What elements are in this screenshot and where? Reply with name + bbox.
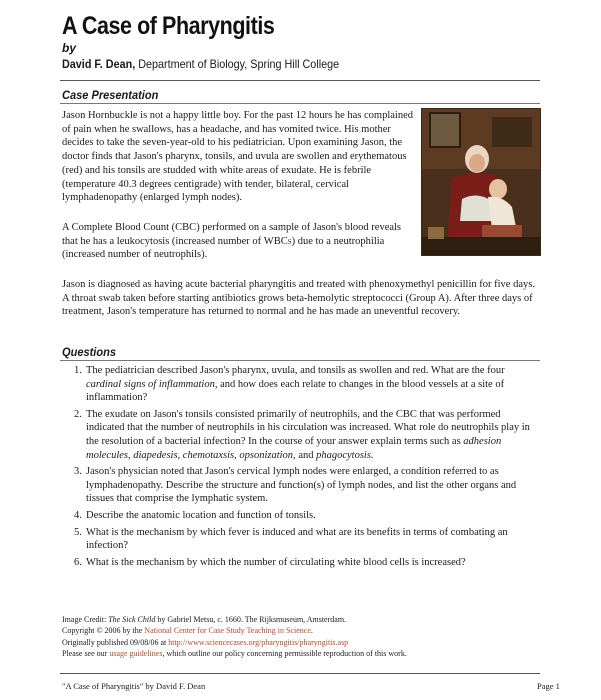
header-rule xyxy=(60,80,540,81)
credit-artwork-info: by Gabriel Metsu, c. 1660. The Rijksmuseum, Amsterdam. xyxy=(155,615,347,624)
painting-child-blanket xyxy=(482,225,522,239)
p2-text-b: ) performed on a sample of Jason's blood reveals that he has a leukocytosis (increased number of xyxy=(62,222,402,247)
question-5 xyxy=(62,526,538,553)
q6-text: What is the mechanism by which the number of circulating white blood cells is increased? xyxy=(86,556,466,568)
credits-block xyxy=(62,614,538,659)
painting-floor xyxy=(422,237,540,255)
q2-text-b: that was performed indicated that the number of neutrophils in his circulation was increased. What role do neutrophils play in the resolution of a bacterial infection? In the course of your answer explain terms such as xyxy=(86,408,530,447)
credit-artwork-title: The Sick Child xyxy=(108,615,156,624)
case-url-link[interactable]: http://www.sciencecases.org/pharyngitis/pharyngitis.asp xyxy=(168,637,349,647)
image-credit-line xyxy=(62,614,538,625)
copyright-period: . xyxy=(310,626,313,636)
painting-wall-shadow xyxy=(492,117,532,147)
question-6 xyxy=(62,556,538,570)
case-paragraph-2 xyxy=(62,221,414,262)
question-number: 3. xyxy=(74,466,82,478)
p2-text-a: A Complete Blood Count ( xyxy=(62,222,176,233)
credit-label: Image Credit: xyxy=(62,615,109,624)
by-label: by xyxy=(62,41,77,55)
questions-list xyxy=(62,364,538,572)
questions-heading: Questions xyxy=(62,345,116,359)
q2-text-c: and xyxy=(295,449,317,461)
q1-text-b: and how does each relate to changes in the blood vessels at a site of inflammation? xyxy=(86,378,505,404)
question-number: 4. xyxy=(74,509,82,521)
painting-child-face xyxy=(489,179,507,199)
q1-emphasis: cardinal signs of inflammation, xyxy=(86,378,218,390)
nccstc-link[interactable]: National Center for Case Study Teaching in Science xyxy=(144,626,311,636)
case-paragraph-1: Jason Hornbuckle is not a happy little boy. For the past 12 hours he has complained of pain when he swallows, has a headache, and has vomited twice. His mother decides to take the seven-year-old to his pediatrician. Upon examining Jason, the doctor finds that Jason's pharynx, tonsils, and uvula are swollen and erythematous (red) and his tonsils are studded with white areas of exudate. He is febrile (temperature 40.3 degrees centigrade) with tender, bilateral, cervical lymphadenopathy (enlarged lymph nodes). xyxy=(62,110,414,204)
q3-text: Jason's physician noted that Jason's cervical lymph nodes were enlarged, a condition referred to as lymphadenopathy. Describe the structure and function(s) of lymph nodes, and list the other organs and tissues that comprise the lymphatic system. xyxy=(86,466,517,505)
p2-cbc: CBC xyxy=(175,222,197,233)
author-line xyxy=(62,57,339,71)
usage-text-b: , which outline our policy concerning permissible reproduction of this work. xyxy=(162,648,407,658)
q5-text: What is the mechanism by which fever is induced and what are its benefits in terms of combating an infection? xyxy=(86,526,508,552)
usage-guidelines-link[interactable]: usage guidelines xyxy=(109,648,163,658)
q2-cbc: CBC xyxy=(395,408,417,420)
question-number: 5. xyxy=(74,526,82,538)
copyright-line xyxy=(62,625,538,636)
published-line xyxy=(62,637,538,648)
question-1 xyxy=(62,364,538,405)
painting-wall-frame xyxy=(430,113,460,147)
question-2 xyxy=(62,408,538,462)
q4-text: Describe the anatomic location and function of tonsils. xyxy=(86,509,316,521)
case-presentation-rule xyxy=(60,103,540,104)
page-number: Page 1 xyxy=(537,681,560,691)
published-text: Originally published 09/08/06 at xyxy=(62,637,169,647)
question-number: 1. xyxy=(74,365,82,376)
q2-emphasis-2: phagocytosis. xyxy=(316,449,374,461)
question-number: 6. xyxy=(74,556,82,568)
painting-mother-face xyxy=(469,154,485,172)
question-3 xyxy=(62,465,538,506)
question-4 xyxy=(62,509,538,523)
footer-rule xyxy=(60,673,540,674)
q2-emphasis-1: adhesion molecules, diapedesis, chemotaxsis, opsonization, xyxy=(86,435,502,461)
copyright-text: Copyright © 2006 by the xyxy=(62,626,145,636)
p2-wbcs: WBCs xyxy=(263,235,292,247)
footer-citation: "A Case of Pharyngitis" by David F. Dean xyxy=(62,681,206,691)
questions-rule xyxy=(60,360,540,361)
case-presentation-heading: Case Presentation xyxy=(62,88,159,102)
p2-text-c: ) due to a neutrophilia (increased number of neutrophils). xyxy=(62,235,385,261)
document-title: A Case of Pharyngitis xyxy=(62,12,275,40)
painting-image xyxy=(421,108,541,256)
q2-text-a: The exudate on Jason's tonsils consisted primarily of neutrophils, and the xyxy=(86,408,396,420)
q1-text-a: The pediatrician described Jason's pharynx, uvula, and tonsils as swollen and red. What are the four xyxy=(86,365,505,376)
case-paragraph-3: Jason is diagnosed as having acute bacterial pharyngitis and treated with phenoxymethyl penicillin for five days. A throat swab taken before starting antibiotics grows beta-hemolytic streptococci (Group A). After three days of treatment, Jason's temperature has returned to normal and he has made an uneventful recovery. xyxy=(62,279,535,318)
author-affiliation: Department of Biology, Spring Hill College xyxy=(135,57,340,71)
usage-text-a: Please see our xyxy=(62,648,110,658)
painting-pot xyxy=(428,227,444,239)
usage-line xyxy=(62,648,538,659)
author-name: David F. Dean, xyxy=(62,57,136,71)
question-number: 2. xyxy=(74,408,82,420)
